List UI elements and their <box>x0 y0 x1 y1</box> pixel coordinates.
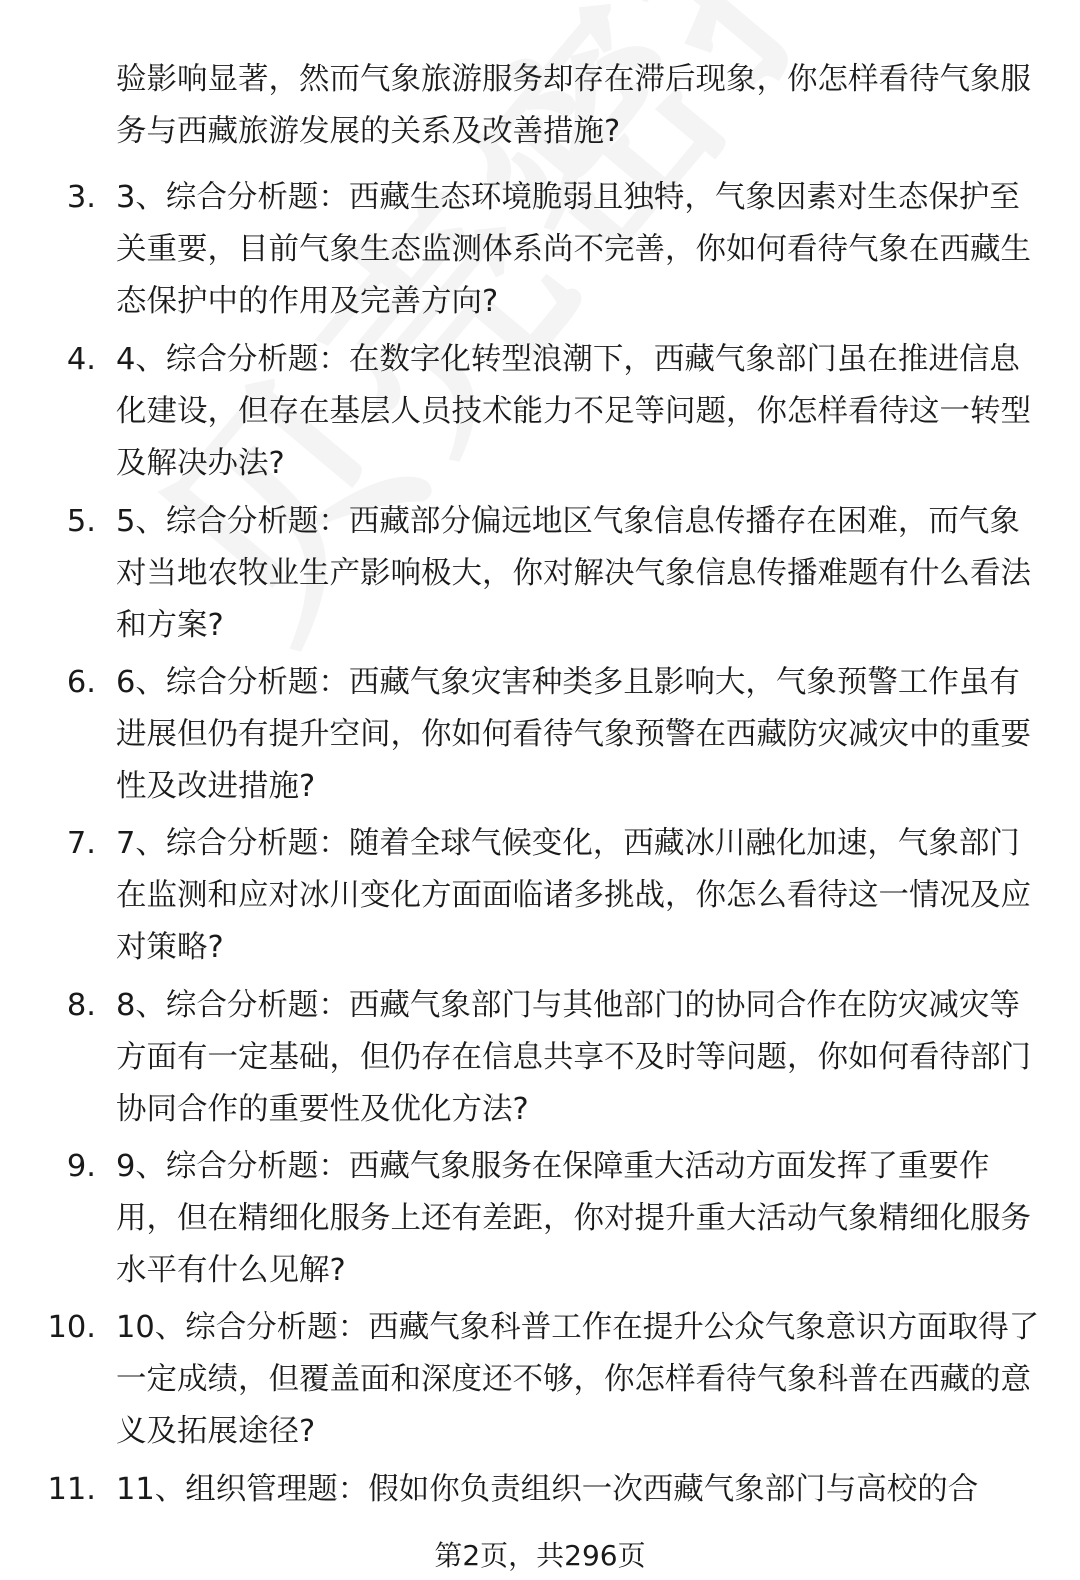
item-number: 10. <box>47 1310 96 1345</box>
item-number: 5. <box>66 504 96 539</box>
item-text: 6、综合分析题：西藏气象灾害种类多且影响大，气象预警工作虽有进展但仍有提升空间，你如何看待气象预警在西藏防灾减灾中的重要性及改进措施? <box>116 665 1031 804</box>
item-text: 10、综合分析题：西藏气象科普工作在提升公众气象意识方面取得了一定成绩，但覆盖面和深度还不够，你怎样看待气象科普在西藏的意义及拓展途径? <box>116 1310 1040 1449</box>
item-number: 6. <box>66 665 96 700</box>
item-number: 8. <box>66 988 96 1023</box>
item-text: 11、组织管理题：假如你负责组织一次西藏气象部门与高校的合 <box>116 1472 979 1507</box>
item-text: 8、综合分析题：西藏气象部门与其他部门的协同合作在防灾减灾等方面有一定基础，但仍存在信息共享不及时等问题，你如何看待部门协同合作的重要性及优化方法? <box>116 988 1031 1127</box>
page-number: 第2页，共296页 <box>434 1539 646 1572</box>
continued-question-text: 验影响显著，然而气象旅游服务却存在滞后现象，你怎样看待气象服务与西藏旅游发展的关系及改善措施? <box>116 62 1031 149</box>
item-text: 3、综合分析题：西藏生态环境脆弱且独特，气象因素对生态保护至关重要，目前气象生态监测体系尚不完善，你如何看待气象在西藏生态保护中的作用及完善方向? <box>116 180 1031 319</box>
item-text: 4、综合分析题：在数字化转型浪潮下，西藏气象部门虽在推进信息化建设，但存在基层人员技术能力不足等问题，你怎样看待这一转型及解决办法? <box>116 342 1031 481</box>
item-number: 3. <box>66 180 96 215</box>
item-number: 9. <box>66 1149 96 1184</box>
item-number: 7. <box>66 826 96 861</box>
item-text: 7、综合分析题：随着全球气候变化，西藏冰川融化加速，气象部门在监测和应对冰川变化方面面临诸多挑战，你怎么看待这一情况及应对策略? <box>116 826 1031 965</box>
item-number: 4. <box>66 342 96 377</box>
item-text: 9、综合分析题：西藏气象服务在保障重大活动方面发挥了重要作用，但在精细化服务上还有差距，你对提升重大活动气象精细化服务水平有什么见解? <box>116 1149 1031 1288</box>
item-number: 11. <box>47 1472 96 1507</box>
item-text: 5、综合分析题：西藏部分偏远地区气象信息传播存在困难，而气象对当地农牧业生产影响极大，你对解决气象信息传播难题有什么看法和方案? <box>116 504 1031 643</box>
